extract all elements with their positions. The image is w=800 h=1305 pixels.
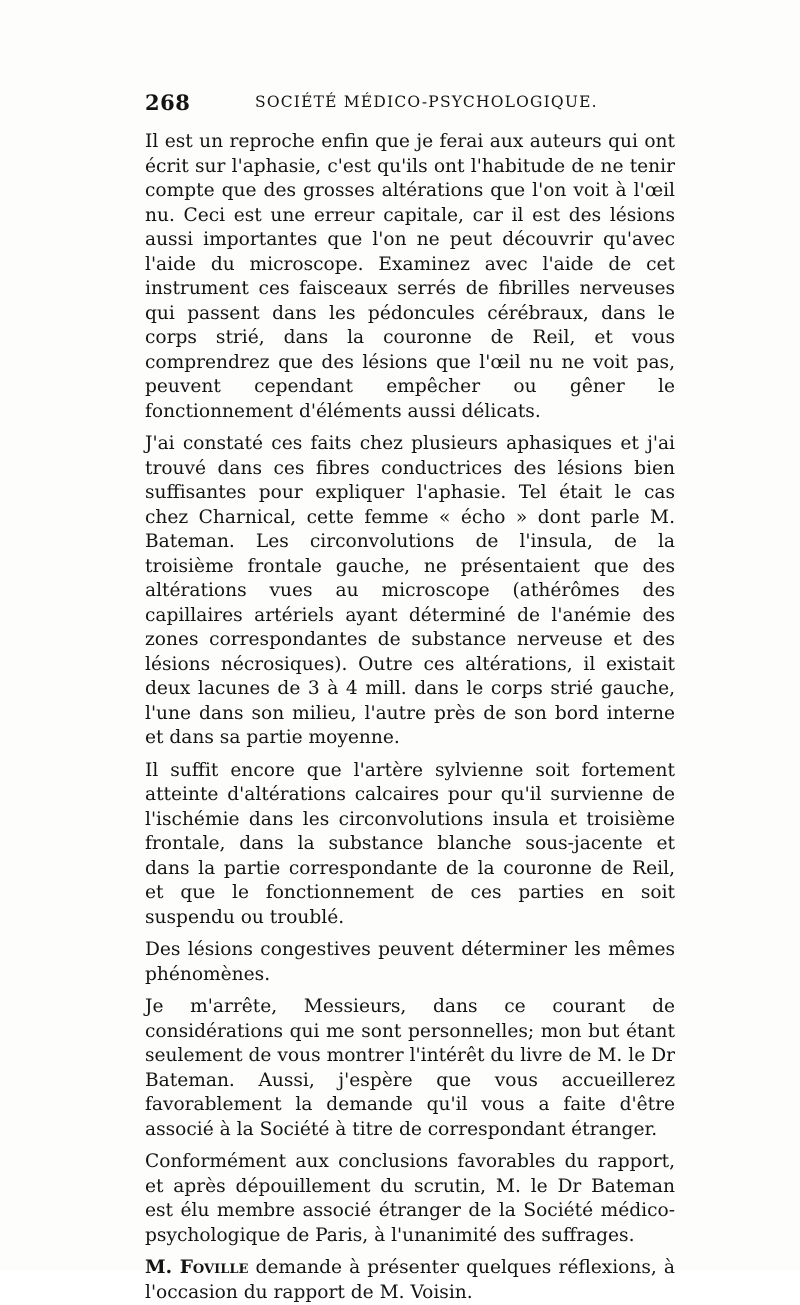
paragraph-sylvian-artery: Il suffit encore que l'artère sylvienne soit fortement atteinte d'altérations calcaires pour qu'il survienne de l'ischémie dans les circonvolutions insula et troisième frontale, dans la substance blanche sous-jacente et dans la partie correspondante de la couronne de Reil, et que le fonctionnement de ces parties en soit suspendu ou troublé. — [145, 759, 675, 928]
paragraph-aphasia-criticism: Il est un reproche enfin que je ferai aux auteurs qui ont écrit sur l'aphasie, c'est qu'ils ont l'habitude de ne tenir compte que des grosses altérations que l'on voit à l'œil nu. Ceci est une erreur capitale, car il est des lésions aussi importantes que l'on ne peut découvrir qu'avec l'aide du microscope. Examinez avec l'aide de cet instrument ces faisceaux serrés de fibrilles nerveuses qui passent dans les pédoncules cérébraux, dans le corps strié, dans la couronne de Reil, et vous comprendrez que des lésions que l'œil nu ne voit pas, peuvent cependant empêcher ou gêner le fonctionnement d'éléments aussi délicats. — [145, 131, 675, 422]
paragraph-election-result: Conformément aux conclusions favorables du rapport, et après dépouillement du scrutin, M. le Dr Bateman est élu membre associé étranger de la Société médico-psychologique de Paris, à l'unanimité des suffrages. — [145, 1151, 675, 1246]
paragraph-charnical-case: J'ai constaté ces faits chez plusieurs aphasiques et j'ai trouvé dans ces fibres conductrices des lésions bien suffisantes pour expliquer l'aphasie. Tel était le cas chez Charnical, cette femme « écho » dont parle M. Bateman. Les circonvolutions de l'insula, de la troisième frontale gauche, ne présentaient que des altérations vues au microscope (athérômes des capillaires artériels ayant déterminé de l'anémie des zones correspondantes de substance nerveuse et des lésions nécrosiques). Outre ces altérations, il existait deux lacunes de 3 à 4 mill. dans le corps strié gauche, l'une dans son milieu, l'autre près de son bord interne et dans sa partie moyenne. — [145, 433, 675, 748]
page-number: 268 — [145, 90, 191, 115]
page-header — [145, 90, 675, 114]
running-title: SOCIÉTÉ MÉDICO-PSYCHOLOGIQUE. — [255, 93, 598, 111]
body-text — [145, 130, 675, 1305]
speaker-request: demande à présenter quelques réflexions, à l'occasion du rapport de M. Voisin. — [145, 1257, 675, 1303]
speaker-name: M. Foville — [145, 1257, 249, 1278]
paragraph-foville-request — [145, 1256, 675, 1305]
paragraph-closing-remarks: Je m'arrête, Messieurs, dans ce courant de considérations qui me sont personnelles; mon but étant seulement de vous montrer l'intérêt du livre de M. le Dr Bateman. Aussi, j'espère que vous accueillerez favorablement la demande qu'il vous a faite d'être associé à la Société à titre de correspondant étranger. — [145, 996, 675, 1140]
paragraph-congestive-lesions: Des lésions congestives peuvent déterminer les mêmes phénomènes. — [145, 939, 675, 985]
